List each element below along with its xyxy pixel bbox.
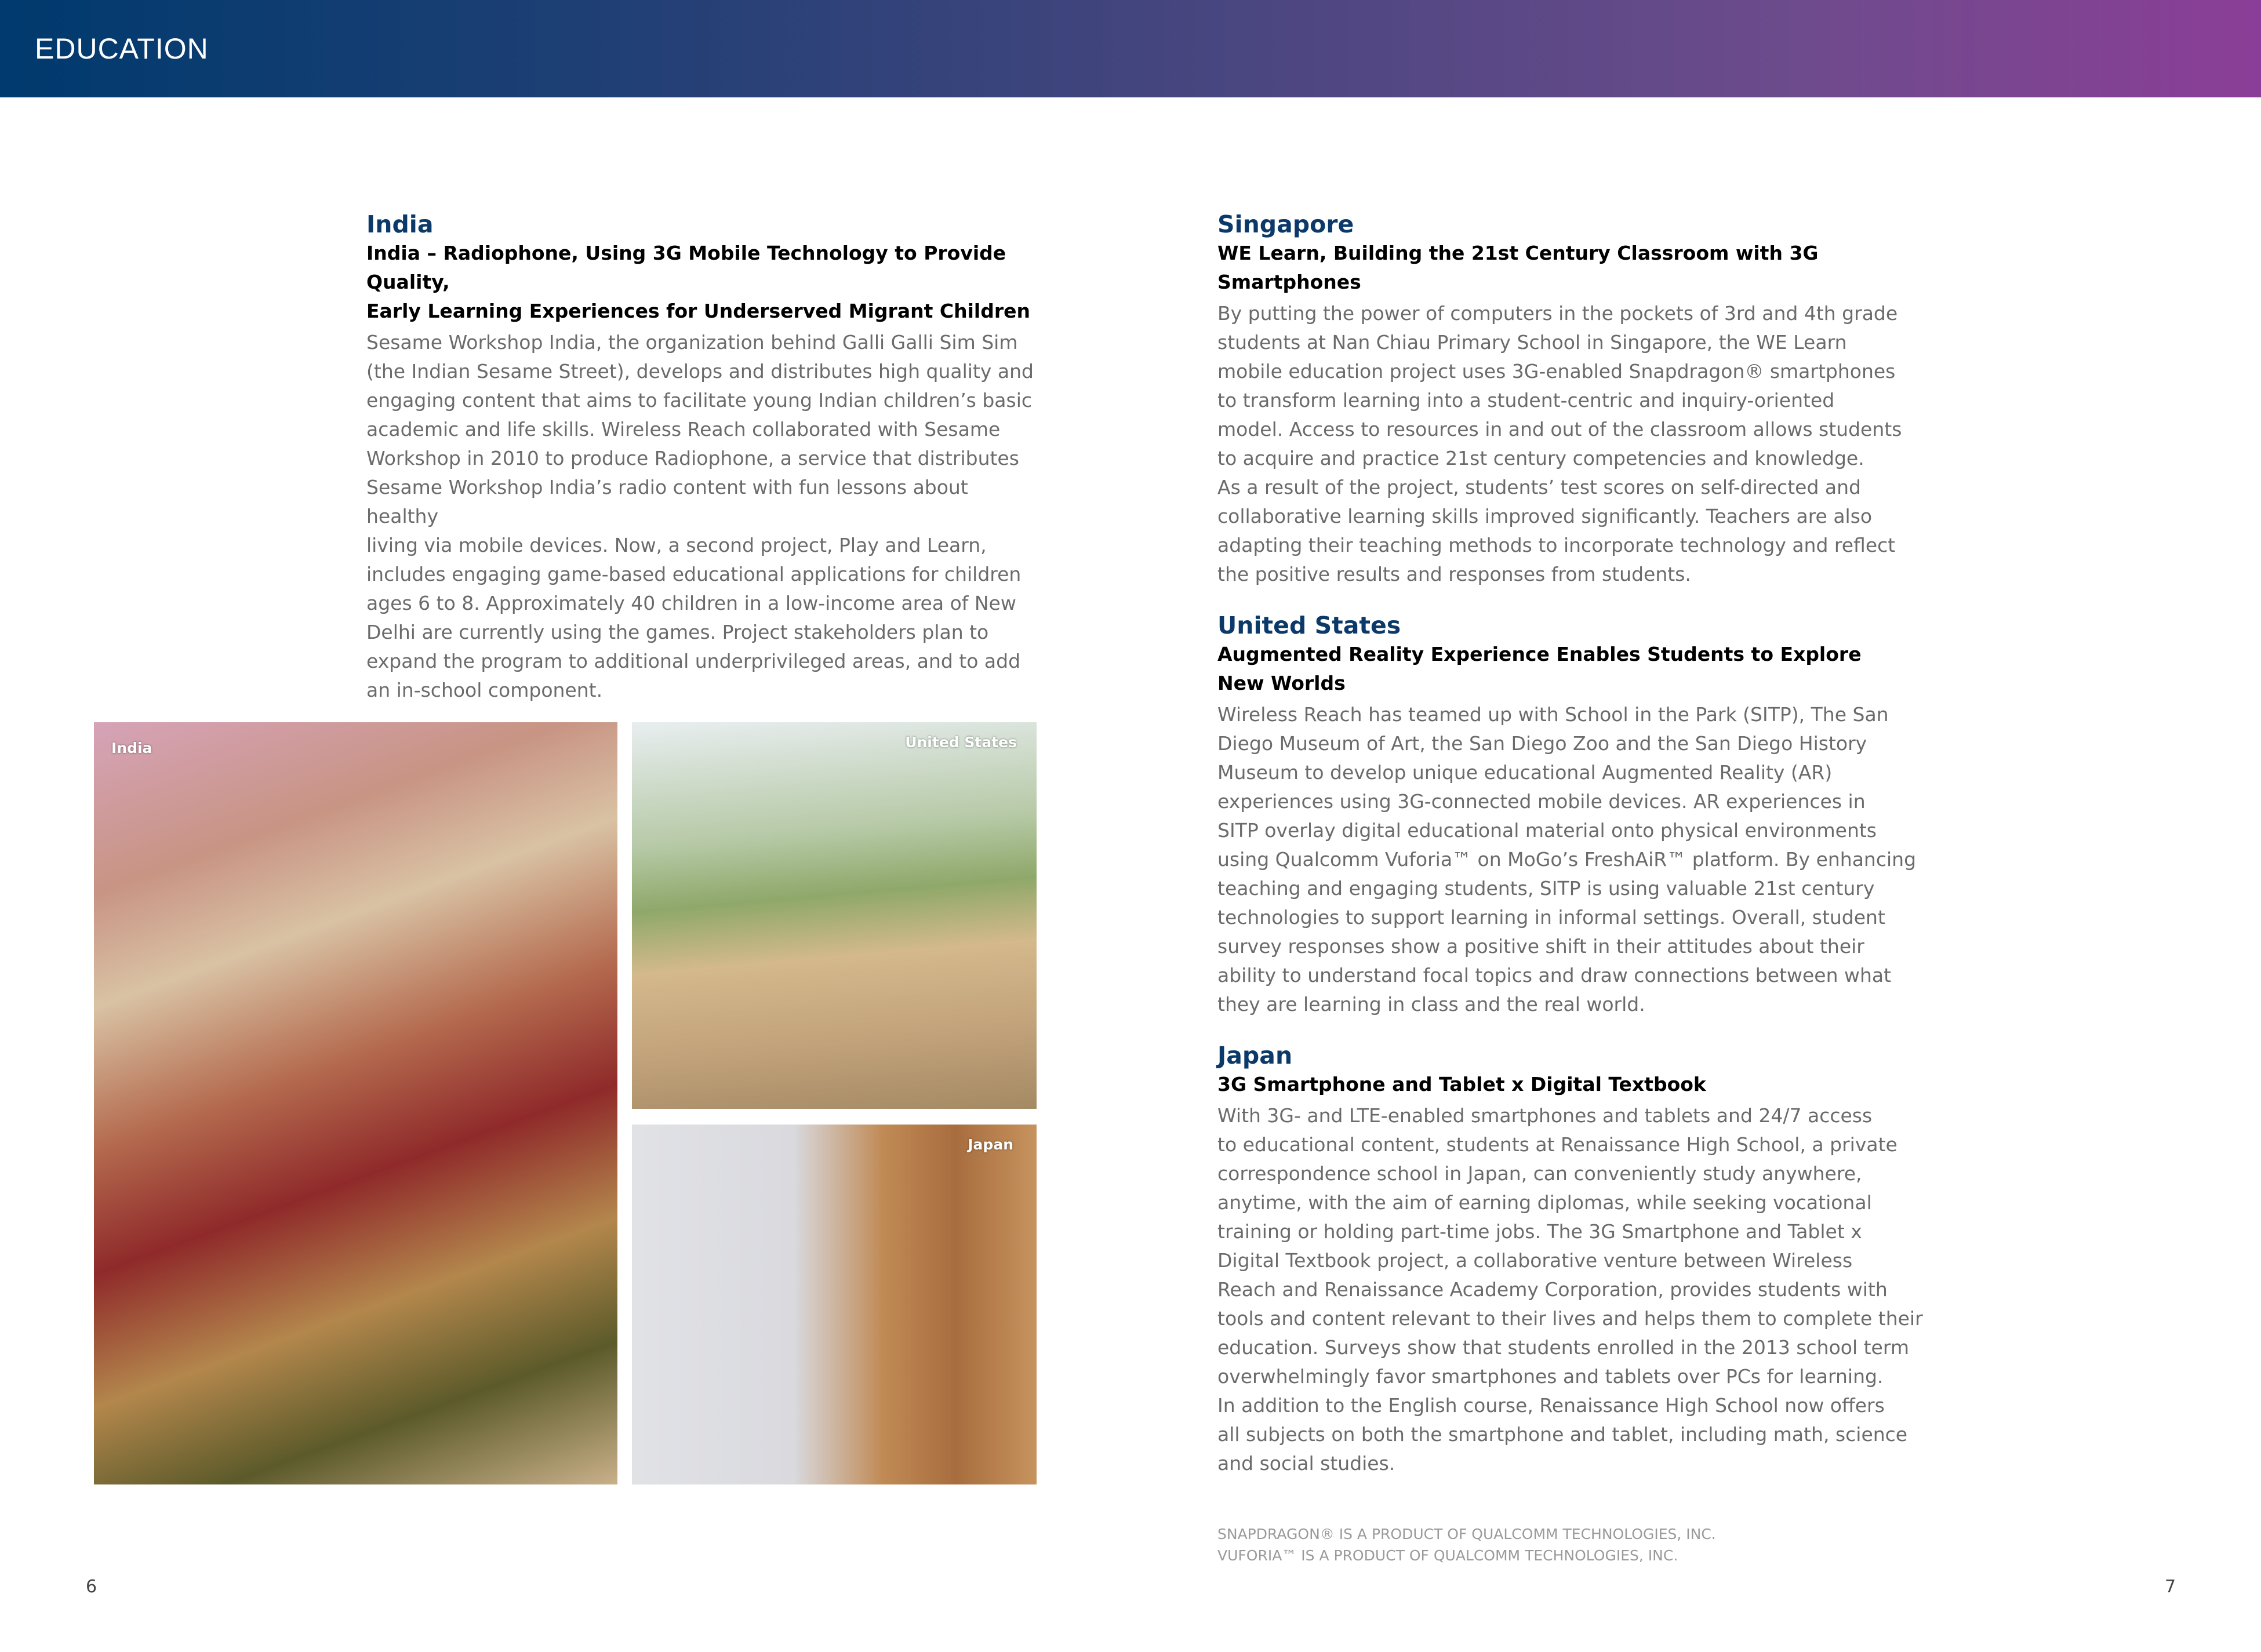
india-photo-label: India [111, 740, 152, 756]
section-spacer [1217, 589, 1948, 611]
trademark-footnotes [1217, 1523, 1716, 1566]
japan-photo-label: Japan [968, 1136, 1013, 1153]
singapore-heading: Singapore [1217, 210, 1354, 238]
footnote-vuforia: VUFORIA™ IS A PRODUCT OF QUALCOMM TECHNOLOGIES, INC. [1217, 1547, 1678, 1564]
japan-photo [632, 1125, 1037, 1484]
right-column [1217, 210, 1948, 1478]
japan-heading: Japan [1217, 1042, 1293, 1069]
singapore-subtitle: WE Learn, Building the 21st Century Classroom with 3G Smartphones [1217, 242, 1819, 293]
united-states-section [1217, 611, 1948, 1019]
singapore-section [1217, 210, 1948, 589]
page-number-right: 7 [2165, 1577, 2176, 1597]
india-section [366, 210, 1039, 705]
india-photo [94, 722, 617, 1484]
japan-section [1217, 1041, 1948, 1478]
united-states-heading: United States [1217, 612, 1401, 639]
japan-subtitle: 3G Smartphone and Tablet x Digital Textbook [1217, 1073, 1706, 1096]
section-title: EDUCATION [35, 32, 209, 65]
footnote-snapdragon: SNAPDRAGON® IS A PRODUCT OF QUALCOMM TECHNOLOGIES, INC. [1217, 1526, 1716, 1542]
singapore-body: By putting the power of computers in the pockets of 3rd and 4th grade students at Nan Chiau Primary School in Singapore, the WE Learn mobile education project uses 3G-enabled Snapdragon® smartphones to transform learning into a student-centric and inquiry-oriented model. Access to resources in and out of the classroom allows students to acquire and practice 21st century competencies and knowledge. As a result of the project, students’ test scores on self-directed and collaborative learning skills improved significantly. Teachers are also adapting their teaching methods to incorporate technology and reflect the positive results and responses from students. [1217, 302, 1902, 585]
section-spacer [1217, 1019, 1948, 1041]
india-heading: India [366, 210, 434, 238]
header-banner [0, 0, 2261, 97]
japan-body: With 3G- and LTE-enabled smartphones and tablets and 24/7 access to educational content, students at Renaissance High School, a private correspondence school in Japan, can conveniently study anywhere, anytime, with the aim of earning diplomas, while seeking vocational training or holding part-time jobs. The 3G Smartphone and Tablet x Digital Textbook project, a collaborative venture between Wireless Reach and Renaissance Academy Corporation, provides students with tools and content relevant to their lives and helps them to complete their education. Surveys show that students enrolled in the 2013 school term overwhelmingly favor smartphones and tablets over PCs for learning. In addition to the English course, Renaissance High School now offers all subjects on both the smartphone and tablet, including math, science and social studies. [1217, 1104, 1923, 1475]
united-states-photo [632, 722, 1037, 1109]
page-number-left: 6 [86, 1577, 97, 1597]
united-states-photo-label: United States [905, 734, 1017, 751]
united-states-subtitle: Augmented Reality Experience Enables Students to Explore New Worlds [1217, 643, 1862, 694]
left-column [366, 210, 1039, 705]
india-body: Sesame Workshop India, the organization behind Galli Galli Sim Sim (the Indian Sesame Street), develops and distributes high quality and engaging content that aims to facilitate young Indian children’s basic academic and life skills. Wireless Reach collaborated with Sesame Workshop in 2010 to produce Radiophone, a service that distributes Sesame Workshop India’s radio content with fun lessons about healthy living via mobile devices. Now, a second project, Play and Learn, includes engaging game-based educational applications for children ages 6 to 8. Approximately 40 children in a low-income area of New Delhi are currently using the games. Project stakeholders plan to expand the program to additional underprivileged areas, and to add an in-school component. [366, 331, 1034, 701]
united-states-body: Wireless Reach has teamed up with School in the Park (SITP), The San Diego Museum of Art, the San Diego Zoo and the San Diego History Museum to develop unique educational Augmented Reality (AR) experiences using 3G-connected mobile devices. AR experiences in SITP overlay digital educational material onto physical environments using Qualcomm Vuforia™ on MoGo’s FreshAiR™ platform. By enhancing teaching and engaging students, SITP is using valuable 21st century technologies to support learning in informal settings. Overall, student survey responses show a positive shift in their attitudes about their ability to understand focal topics and draw connections between what they are learning in class and the real world. [1217, 703, 1917, 1016]
india-subtitle: India – Radiophone, Using 3G Mobile Technology to Provide Quality, Early Learning Experiences for Underserved Migrant Children [366, 242, 1030, 322]
